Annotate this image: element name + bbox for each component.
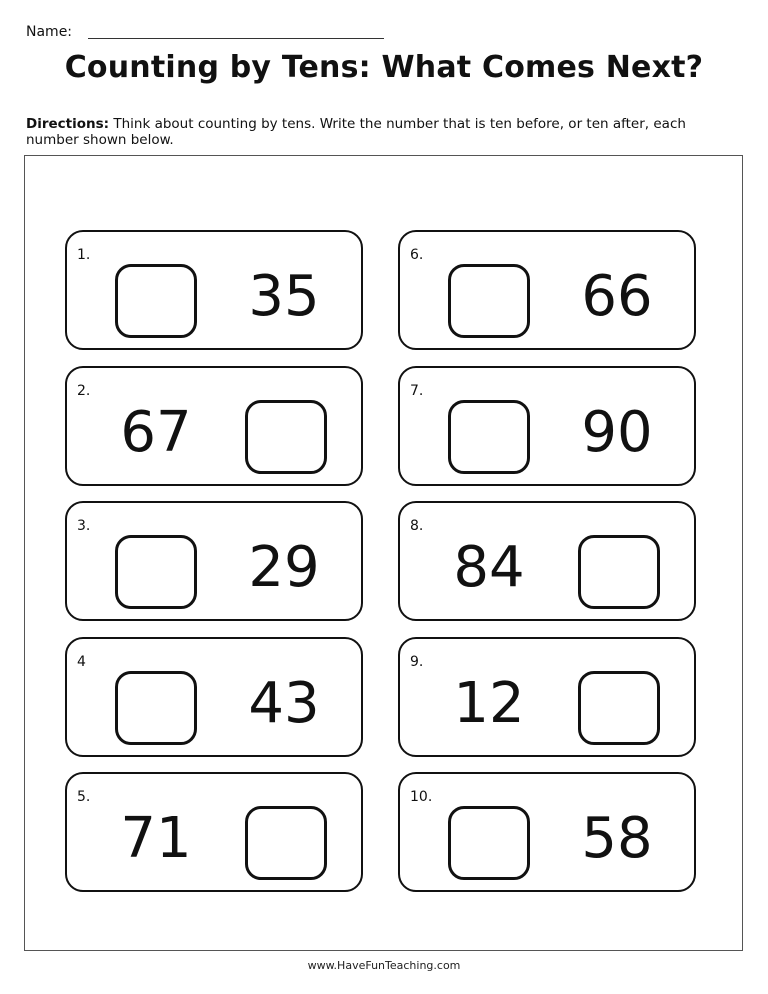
problem-number: 1. [77,247,91,263]
given-number: 71 [120,806,192,871]
given-number: 90 [581,400,653,465]
problem-card [65,230,363,350]
answer-box[interactable] [448,264,530,338]
worksheet-title: Counting by Tens: What Comes Next? [64,50,704,85]
answer-box[interactable] [448,806,530,880]
problem-card [65,772,363,892]
directions [26,116,742,148]
directions-text: Think about counting by tens. Write the number that is ten before, or ten after, each number shown below. [26,116,686,148]
problem-number: 4 [77,654,86,670]
answer-box[interactable] [115,535,197,609]
problem-card [65,366,363,486]
answer-box[interactable] [448,400,530,474]
answer-box[interactable] [115,264,197,338]
directions-label: Directions: [26,116,110,132]
problem-number: 8. [410,518,424,534]
problem-card [398,230,696,350]
answer-box[interactable] [578,671,660,745]
problem-number: 10. [410,789,433,805]
problem-number: 9. [410,654,424,670]
answer-box[interactable] [115,671,197,745]
problem-card [398,637,696,757]
problem-number: 5. [77,789,91,805]
problem-card [398,501,696,621]
problem-number: 6. [410,247,424,263]
given-number: 35 [248,264,320,329]
problem-card [398,772,696,892]
given-number: 29 [248,535,320,600]
answer-box[interactable] [245,400,327,474]
problem-card [65,637,363,757]
name-label: Name: [26,24,73,40]
answer-box[interactable] [245,806,327,880]
problem-number: 7. [410,383,424,399]
given-number: 12 [453,671,525,736]
problem-card [398,366,696,486]
name-input-line[interactable] [88,38,384,39]
footer-site: www.HaveFunTeaching.com [307,959,461,972]
problem-number: 2. [77,383,91,399]
problem-number: 3. [77,518,91,534]
given-number: 43 [248,671,320,736]
given-number: 84 [453,535,525,600]
answer-box[interactable] [578,535,660,609]
problem-card [65,501,363,621]
given-number: 67 [120,400,192,465]
given-number: 66 [581,264,653,329]
given-number: 58 [581,806,653,871]
